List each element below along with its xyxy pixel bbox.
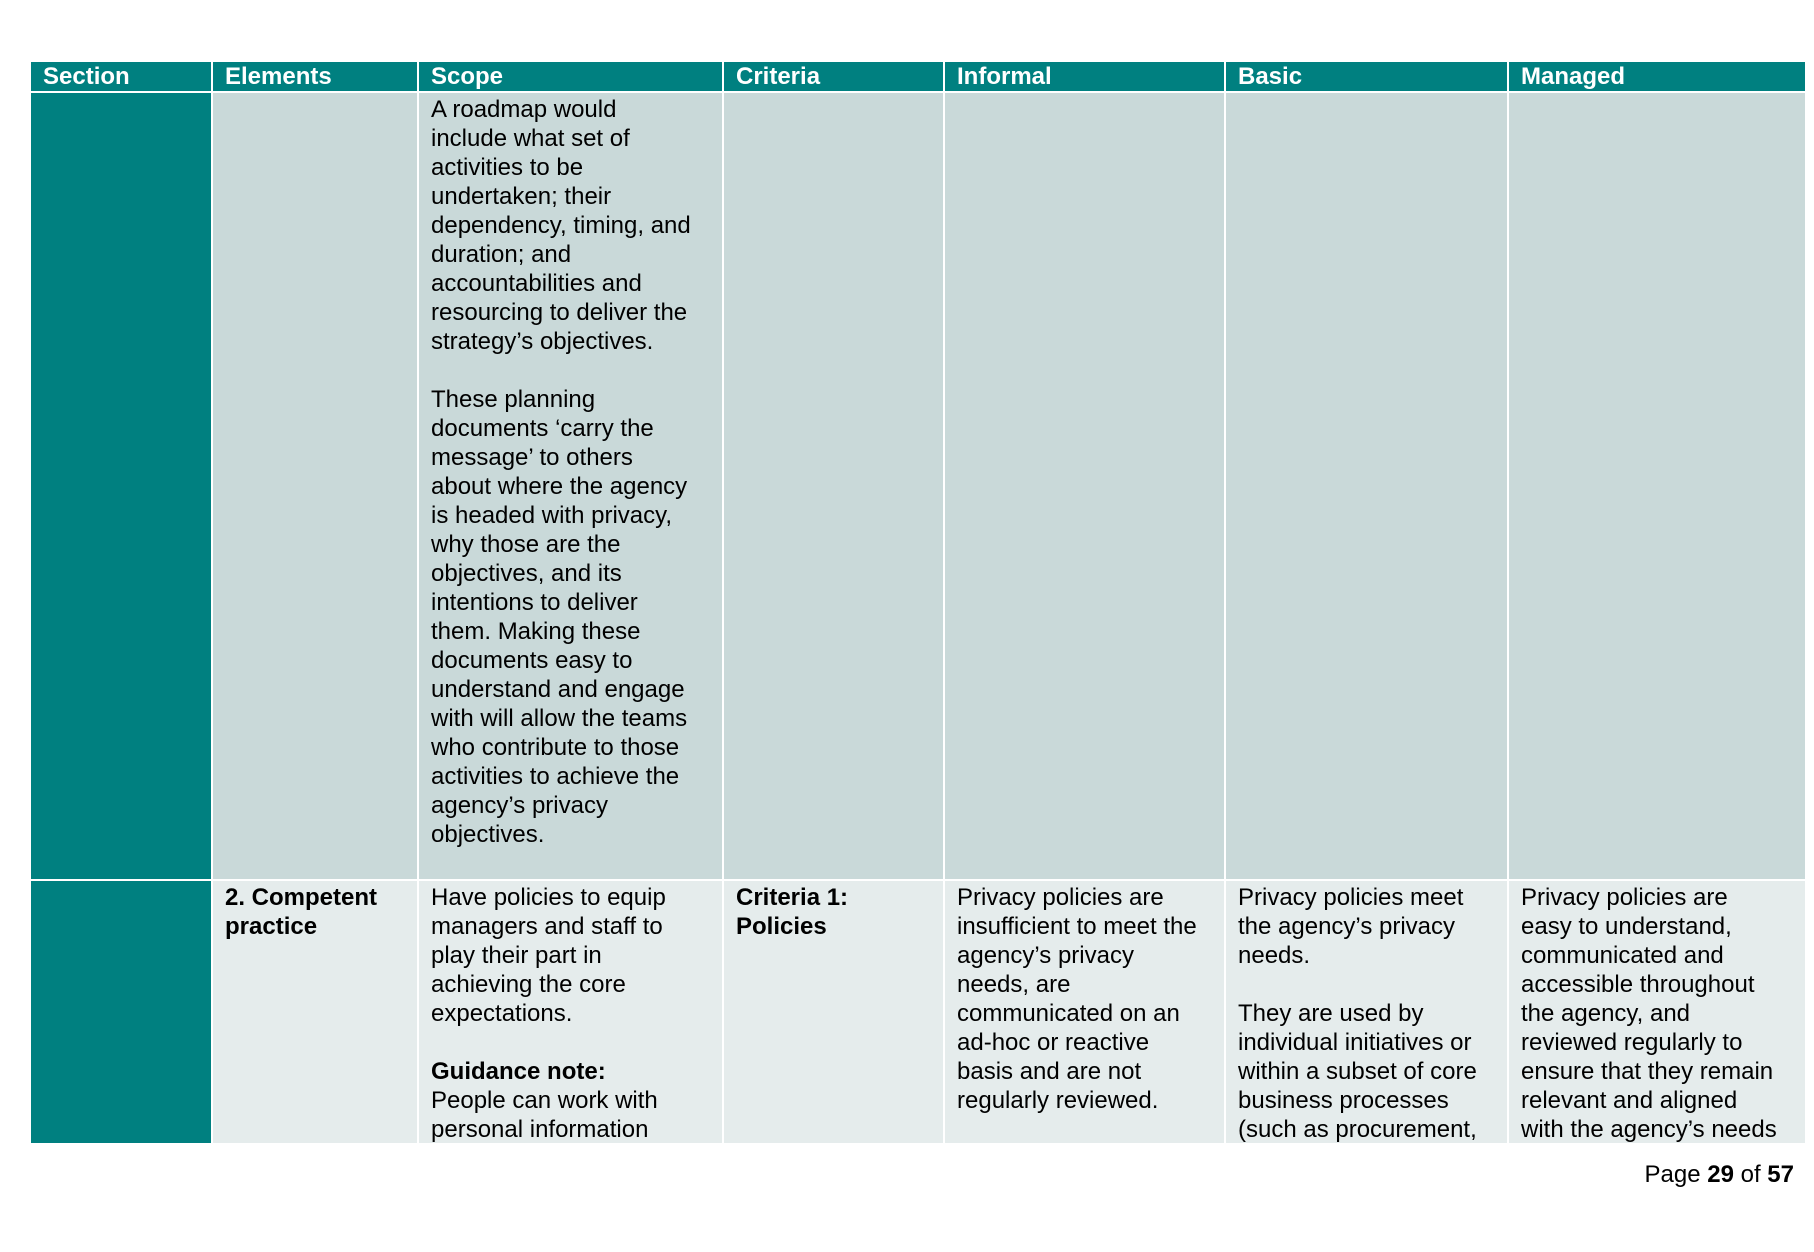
- row1-scope-paragraph-2: These planning documents ‘carry the message’ to others about where the agency is headed with privacy, why those are the objectives, and its intentions to deliver them. Making these documents easy to understand and engage with will allow the teams who contribute to those activities to achieve the agency’s privacy objectives.: [431, 386, 688, 848]
- row2-scope-paragraph-2: People can work with personal information: [431, 1087, 658, 1143]
- row1-elements-cell: [213, 93, 417, 879]
- page-number: 29: [1707, 1161, 1734, 1188]
- header-criteria: Criteria: [724, 62, 943, 91]
- header-scope: Scope: [419, 62, 722, 91]
- row2-informal-cell: [945, 881, 1224, 1143]
- row2-basic-paragraph-2: They are used by individual initiatives or within a subset of core business processes (such as procurement,: [1238, 1000, 1477, 1143]
- row1-informal-cell: [945, 93, 1224, 879]
- row2-element-title: 2. Competent practice: [225, 884, 378, 940]
- row2-managed-text: Privacy policies are easy to understand, communicated and accessible throughout the agency, and reviewed regularly to ensure that they remain relevant and aligned with the agency’s needs: [1521, 884, 1777, 1143]
- row1-basic-cell: [1226, 93, 1507, 879]
- page-label: Page: [1644, 1161, 1701, 1188]
- row2-criteria-title: Criteria 1: Policies: [736, 884, 849, 940]
- maturity-table: [31, 62, 1793, 1143]
- row2-basic-paragraph-1: Privacy policies meet the agency’s privacy needs.: [1238, 884, 1464, 969]
- row2-elements-cell: [213, 881, 417, 1143]
- row2-scope-cell: [419, 881, 722, 1143]
- header-managed: Managed: [1509, 62, 1805, 91]
- row1-section-cell: [31, 93, 211, 879]
- total-pages: 57: [1767, 1161, 1794, 1188]
- page-footer: [1645, 1160, 1795, 1189]
- row2-basic-cell: [1226, 881, 1507, 1143]
- row2-guidance-note-label: Guidance note:: [431, 1058, 606, 1085]
- row2-scope-paragraph-1: Have policies to equip managers and staff to play their part in achieving the core expectations.: [431, 884, 666, 1027]
- header-basic: Basic: [1226, 62, 1507, 91]
- row1-scope-paragraph-1: A roadmap would include what set of activities to be undertaken; their dependency, timing, and duration; and accountabilities and resourcing to deliver the strategy’s objectives.: [431, 96, 691, 355]
- of-label: of: [1740, 1161, 1761, 1188]
- row1-scope-cell: [419, 93, 722, 879]
- header-section: Section: [31, 62, 211, 91]
- row1-managed-cell: [1509, 93, 1805, 879]
- row2-section-cell: [31, 881, 211, 1143]
- row2-criteria-cell: [724, 881, 943, 1143]
- header-elements: Elements: [213, 62, 417, 91]
- row1-criteria-cell: [724, 93, 943, 879]
- header-informal: Informal: [945, 62, 1224, 91]
- row2-managed-cell: [1509, 881, 1805, 1143]
- row2-informal-text: Privacy policies are insufficient to meet the agency’s privacy needs, are communicated on an ad-hoc or reactive basis and are not regularly reviewed.: [957, 884, 1197, 1114]
